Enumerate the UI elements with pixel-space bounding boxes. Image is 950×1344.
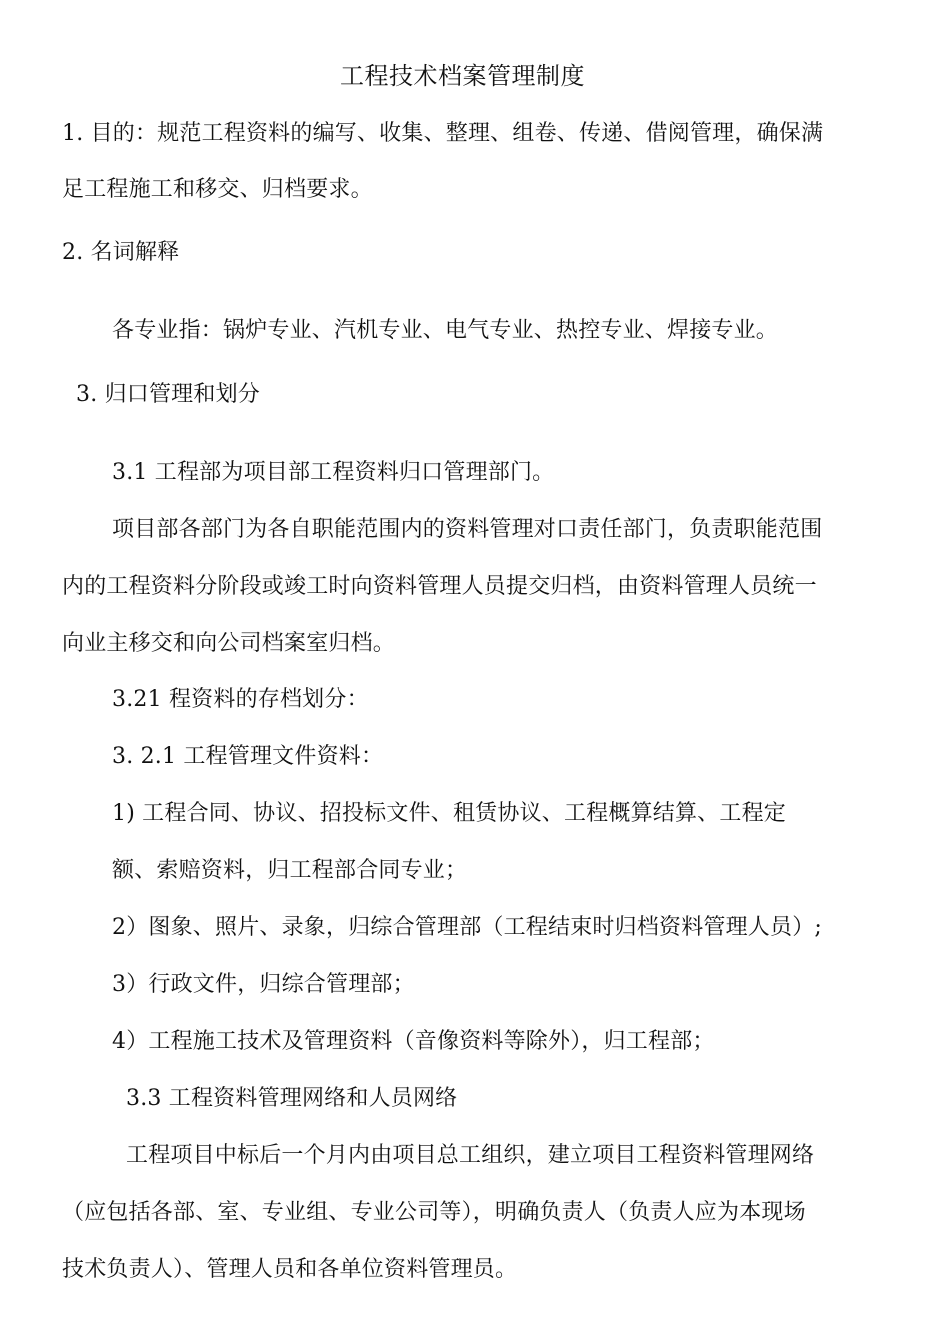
paragraph-line: 3.1 工程部为项目部工程资料归口管理部门。 [112,460,555,485]
section-heading: 2. 名词解释 [62,240,180,265]
paragraph-line: （应包括各部、室、专业组、专业公司等），明确负责人（负责人应为本现场 [62,1200,806,1225]
paragraph-line: 各专业指：锅炉专业、汽机专业、电气专业、热控专业、焊接专业。 [112,318,779,343]
list-item: 4）工程施工技术及管理资料（音像资料等除外），归工程部； [112,1029,715,1054]
paragraph-line: 3. 2.1 工程管理文件资料： [112,744,384,769]
section-heading: 3.3 工程资料管理网络和人员网络 [126,1086,458,1111]
list-item: 3）行政文件，归综合管理部； [112,972,415,997]
document-title: 工程技术档案管理制度 [340,62,585,90]
paragraph-line: 技术负责人）、管理人员和各单位资料管理员。 [62,1257,518,1282]
paragraph-line: 向业主移交和向公司档案室归档。 [62,631,396,656]
paragraph-line: 项目部各部门为各自职能范围内的资料管理对口责任部门，负责职能范围 [112,517,823,542]
paragraph-line: 足工程施工和移交、归档要求。 [62,177,373,202]
paragraph-line: 工程项目中标后一个月内由项目总工组织，建立项目工程资料管理网络 [126,1143,815,1168]
list-item: 1) 工程合同、协议、招投标文件、租赁协议、工程概算结算、工程定 [112,801,786,826]
paragraph-line: 1. 目的：规范工程资料的编写、收集、整理、组卷、传递、借阅管理，确保满 [62,121,824,146]
paragraph-line: 3.21 程资料的存档划分： [112,687,369,712]
section-heading: 3. 归口管理和划分 [76,382,260,407]
paragraph-line: 内的工程资料分阶段或竣工时向资料管理人员提交归档，由资料管理人员统一 [62,574,817,599]
list-item: 2）图象、照片、录象，归综合管理部（工程结束时归档资料管理人员）; [112,915,823,940]
list-item-continuation: 额、索赔资料，归工程部合同专业； [112,858,468,883]
